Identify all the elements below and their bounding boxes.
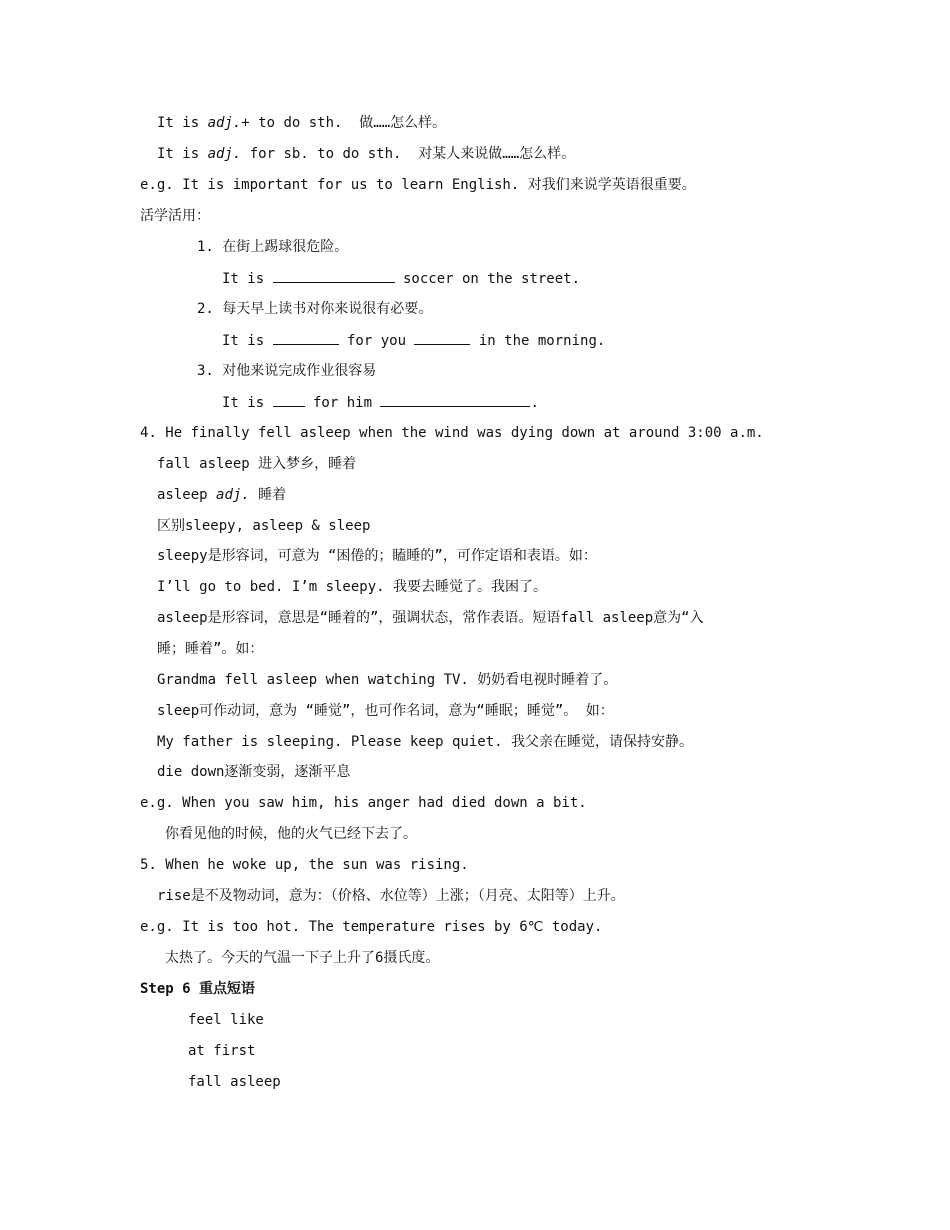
exercise-2-chinese: 2. 每天早上读书对你来说很有必要。 xyxy=(197,301,433,317)
pattern-line-2: It is adj. for sb. to do sth. 对某人来说做……怎么样。 xyxy=(157,146,576,162)
phrase-item: at first xyxy=(188,1043,256,1059)
example-sentence-3-translation: 太热了。今天的气温一下子上升了6摄氏度。 xyxy=(165,950,440,966)
pattern-line-1: It is adj.+ to do sth. 做……怎么样。 xyxy=(157,115,447,131)
example-sleep: My father is sleeping. Please keep quiet. 我父亲在睡觉，请保持安静。 xyxy=(157,734,694,750)
note-asleep: asleep adj. 睡着 xyxy=(157,487,287,503)
answer-blank[interactable] xyxy=(273,268,395,283)
phrase-item: feel like xyxy=(188,1012,264,1028)
note-asleep-adj-cont: 睡；睡着”。如： xyxy=(157,641,264,657)
note-fall-asleep: fall asleep 进入梦乡，睡着 xyxy=(157,456,357,472)
example-sentence-2-translation: 你看见他的时候，他的火气已经下去了。 xyxy=(165,826,417,842)
answer-blank[interactable] xyxy=(414,330,470,345)
exercise-3-chinese: 3. 对他来说完成作业很容易 xyxy=(197,363,377,379)
example-asleep: Grandma fell asleep when watching TV. 奶奶看电视时睡着了。 xyxy=(157,672,618,688)
note-sleep: sleep可作动词，意为 “睡觉”，也可作名词，意为“睡眠；睡觉”。 如： xyxy=(157,703,614,719)
example-sentence-2: e.g. When you saw him, his anger had died down a bit. xyxy=(140,795,587,811)
answer-blank[interactable] xyxy=(380,392,530,407)
note-rise: rise是不及物动词，意为：（价格、水位等）上涨；（月亮、太阳等）上升。 xyxy=(157,888,625,904)
note-sleepy: sleepy是形容词，可意为 “困倦的；瞌睡的”，可作定语和表语。如： xyxy=(157,548,597,564)
sentence-4: 4. He finally fell asleep when the wind was dying down at around 3:00 a.m. xyxy=(140,425,764,441)
practice-heading: 活学活用： xyxy=(140,208,210,224)
example-sentence-1: e.g. It is important for us to learn English. 对我们来说学英语很重要。 xyxy=(140,177,696,193)
exercise-2-english: It is for you in the morning. xyxy=(222,330,605,351)
answer-blank[interactable] xyxy=(273,330,339,345)
note-difference: 区别sleepy, asleep & sleep xyxy=(157,518,371,534)
note-die-down: die down逐渐变弱，逐渐平息 xyxy=(157,764,351,780)
example-sleepy: I’ll go to bed. I’m sleepy. 我要去睡觉了。我困了。 xyxy=(157,579,548,595)
exercise-1-chinese: 1. 在街上踢球很危险。 xyxy=(197,239,349,255)
note-asleep-adj: asleep是形容词，意思是“睡着的”，强调状态，常作表语。短语fall asleep意为“入 xyxy=(157,610,704,626)
phrase-item: fall asleep xyxy=(188,1074,281,1090)
answer-blank[interactable] xyxy=(273,392,305,407)
step-6-heading: Step 6 重点短语 xyxy=(140,981,256,997)
sentence-5: 5. When he woke up, the sun was rising. xyxy=(140,857,469,873)
example-sentence-3: e.g. It is too hot. The temperature rises by 6℃ today. xyxy=(140,919,603,935)
exercise-3-english: It is for him . xyxy=(222,392,539,413)
exercise-1-english: It is soccer on the street. xyxy=(222,268,580,289)
